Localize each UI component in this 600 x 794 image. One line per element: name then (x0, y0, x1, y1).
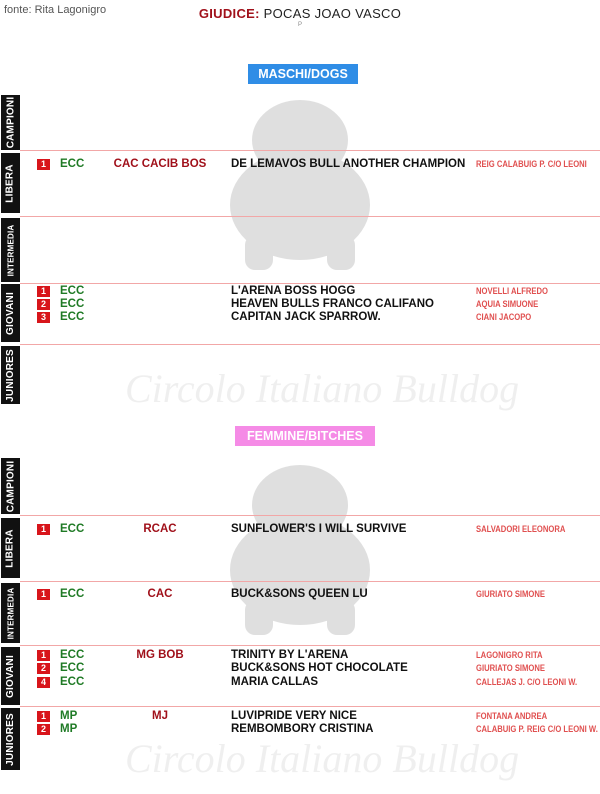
judge-name: POCAS JOAO VASCO (263, 6, 402, 21)
owner-name: CALABUIG P. REIG C/O LEONI W. (476, 724, 598, 734)
rank-badge: 2 (37, 724, 50, 735)
class-tab-campioni: CAMPIONI (1, 458, 20, 514)
separator (20, 515, 600, 516)
separator (20, 706, 600, 707)
dog-name: BUCK&SONS QUEEN LU (231, 588, 368, 600)
dog-name: DE LEMAVOS BULL ANOTHER CHAMPION (231, 158, 466, 170)
qualification: MP (60, 723, 78, 735)
bulldog-watermark-icon (205, 85, 395, 275)
separator (20, 581, 600, 582)
award: MG BOB (136, 649, 184, 661)
rank-badge: 2 (37, 299, 50, 310)
dog-name: HEAVEN BULLS FRANCO CALIFANO (231, 298, 434, 310)
qualification: ECC (60, 588, 85, 600)
qualification: ECC (60, 523, 85, 535)
rank-badge: 4 (37, 677, 50, 688)
rank-badge: 3 (37, 312, 50, 323)
separator (20, 150, 600, 151)
qualification: ECC (60, 662, 85, 674)
watermark-text: Circolo Italiano Bulldog (125, 366, 520, 411)
owner-name: FONTANA ANDREA (476, 711, 548, 721)
class-tab-juniores: JUNIORES (1, 346, 20, 404)
qualification: ECC (60, 158, 85, 170)
class-tab-giovani: GIOVANI (1, 647, 20, 705)
dog-name: CAPITAN JACK SPARROW. (231, 311, 381, 323)
owner-name: CALLEJAS J. C/O LEONI W. (476, 677, 578, 687)
qualification: ECC (60, 676, 85, 688)
owner-name: REIG CALABUIG P. C/O LEONI (476, 159, 587, 169)
dog-name: MARIA CALLAS (231, 676, 319, 688)
separator (20, 645, 600, 646)
dog-name: LUVIPRIDE VERY NICE (231, 710, 357, 722)
dog-name: L'ARENA BOSS HOGG (231, 285, 356, 297)
class-tab-libera: LIBERA (1, 518, 20, 578)
owner-name: SALVADORI ELEONORA (476, 524, 566, 534)
rank-badge: 1 (37, 650, 50, 661)
owner-name: LAGONIGRO RITA (476, 650, 543, 660)
class-tab-intermedia: INTERMEDIA (1, 218, 20, 282)
class-tab-giovani: GIOVANI (1, 284, 20, 342)
owner-name: CIANI JACOPO (476, 312, 532, 322)
section-banner-bitches: FEMMINE/BITCHES (235, 426, 375, 446)
dog-name: TRINITY BY L'ARENA (231, 649, 349, 661)
qualification: ECC (60, 285, 85, 297)
dog-name: SUNFLOWER'S I WILL SURVIVE (231, 523, 407, 535)
award: CAC CACIB BOS (113, 158, 207, 170)
section-banner-dogs: MASCHI/DOGS (248, 64, 358, 84)
class-tab-intermedia: INTERMEDIA (1, 583, 20, 643)
separator (20, 344, 600, 345)
rank-badge: 1 (37, 524, 50, 535)
rank-badge: 1 (37, 711, 50, 722)
qualification: ECC (60, 311, 85, 323)
judge-subtext: P (297, 22, 302, 28)
source-credit: fonte: Rita Lagonigro (4, 4, 107, 16)
class-tab-libera: LIBERA (1, 153, 20, 213)
rank-badge: 1 (37, 286, 50, 297)
dog-name: REMBOMBORY CRISTINA (231, 723, 374, 735)
rank-badge: 2 (37, 663, 50, 674)
rank-badge: 1 (37, 589, 50, 600)
owner-name: AQUIA SIMUONE (476, 299, 539, 309)
separator (20, 216, 600, 217)
owner-name: GIURIATO SIMONE (476, 589, 545, 599)
award: MJ (152, 710, 168, 722)
qualification: ECC (60, 298, 85, 310)
dog-name: BUCK&SONS HOT CHOCOLATE (231, 662, 408, 674)
judge-line (0, 6, 600, 21)
class-tab-juniores: JUNIORES (1, 708, 20, 770)
class-tab-campioni: CAMPIONI (1, 95, 20, 150)
qualification: ECC (60, 649, 85, 661)
watermark-text: Circolo Italiano Bulldog (125, 736, 520, 781)
award: CAC (147, 588, 173, 600)
qualification: MP (60, 710, 78, 722)
award: RCAC (143, 523, 177, 535)
owner-name: GIURIATO SIMONE (476, 663, 545, 673)
owner-name: NOVELLI ALFREDO (476, 286, 548, 296)
rank-badge: 1 (37, 159, 50, 170)
bulldog-watermark-icon (205, 450, 395, 640)
judge-label: GIUDICE: (198, 6, 260, 21)
